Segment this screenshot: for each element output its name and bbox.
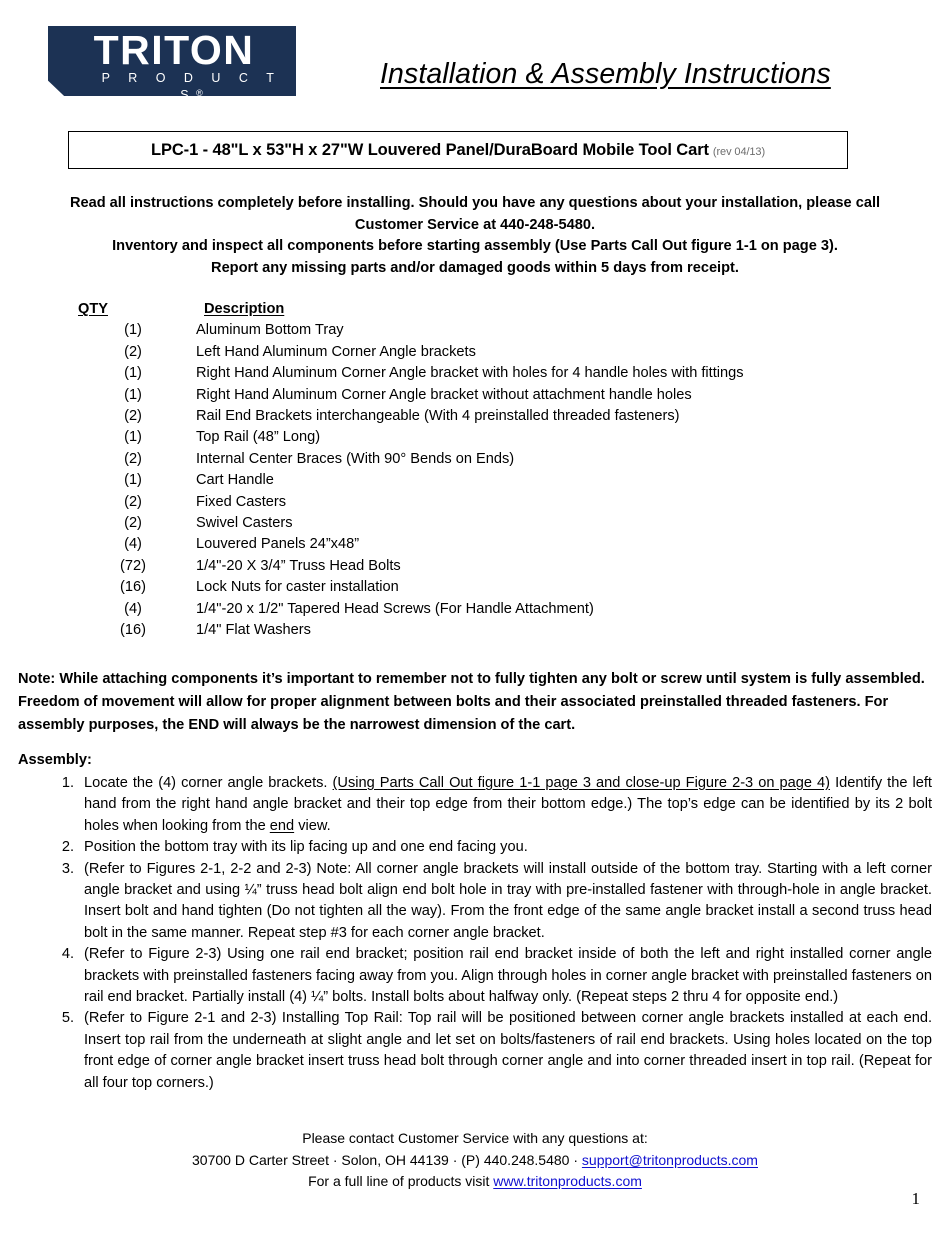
footer-address-text: 30700 D Carter Street · Solon, OH 44139 · (P) 440.248.5480 · (192, 1151, 582, 1168)
assembly-step (18, 859, 932, 945)
assembly-step-text: Position the bottom tray with its lip facing up and one end facing you. (84, 839, 528, 856)
page-header (0, 0, 950, 112)
part-description: Internal Center Braces (With 90° Bends on Ends) (196, 450, 515, 467)
table-row (70, 556, 910, 577)
important-note: Note: While attaching components it’s important to remember not to fully tighten any bolt or screw until system is fully assembled. Freedom of movement will allow for proper alignment between bolts and their associated preinstalled threaded fasteners. For assembly purposes, the END will always be the narrowest dimension of the cart. (18, 671, 925, 733)
part-description: 1/4"-20 x 1/2" Tapered Head Screws (For Handle Attachment) (196, 600, 594, 617)
assembly-step (18, 837, 932, 858)
intro-line-3: Inventory and inspect all components before starting assembly (Use Parts Call Out figure 1-1 on page 3). (112, 238, 838, 254)
part-description: Fixed Casters (196, 493, 287, 510)
part-description: Louvered Panels 24”x48” (196, 536, 360, 553)
part-description: Lock Nuts for caster installation (196, 579, 399, 596)
table-row (70, 385, 910, 406)
table-row (70, 513, 910, 534)
part-description: Cart Handle (196, 472, 274, 489)
part-description: 1/4"-20 X 3/4” Truss Head Bolts (196, 557, 401, 574)
part-qty: (72) (120, 557, 146, 574)
page-number: 1 (911, 1189, 920, 1208)
page-title: Installation & Assembly Instructions (380, 58, 831, 90)
table-row (70, 577, 910, 598)
assembly-section-heading: Assembly: (18, 752, 92, 768)
assembly-step (18, 944, 932, 1008)
product-title (151, 141, 765, 160)
part-qty: (1) (124, 472, 142, 489)
intro-paragraph (42, 193, 908, 279)
table-row (70, 470, 910, 491)
part-qty: (16) (120, 579, 146, 596)
column-header-description: Description (204, 301, 285, 317)
part-description: Right Hand Aluminum Corner Angle bracket with holes for 4 handle holes with fittings (196, 365, 744, 382)
column-header-qty: QTY (78, 301, 108, 317)
part-qty: (1) (124, 365, 142, 382)
registered-trademark-icon: ® (196, 88, 203, 98)
table-row (70, 427, 910, 448)
table-row (70, 449, 910, 470)
table-row (70, 342, 910, 363)
footer-website-line (42, 1171, 908, 1193)
assembly-step-text-a: Locate the (4) corner angle brackets. (84, 775, 333, 791)
part-description: Top Rail (48” Long) (196, 429, 321, 446)
table-row (70, 599, 910, 620)
logo-brand-name: TRITON (93, 27, 255, 73)
assembly-step-emphasis: end (269, 817, 295, 834)
assembly-step-text-b: Identify the left hand from the right hand angle bracket and their top edge from their bottom edge.) The top’s edge can be identified by its 2 bolt holes when looking from the (84, 775, 932, 834)
part-qty: (16) (120, 622, 146, 639)
assembly-step-number: 3. (61, 860, 74, 877)
assembly-step (18, 773, 932, 837)
support-email-link[interactable]: support@tritonproducts.com (581, 1151, 758, 1168)
logo-subtitle (94, 71, 289, 103)
website-link[interactable]: www.tritonproducts.com (493, 1173, 642, 1189)
table-row (70, 406, 910, 427)
part-description: Left Hand Aluminum Corner Angle brackets (196, 343, 476, 360)
assembly-step-reference: (Using Parts Call Out figure 1-1 page 3 and close-up Figure 2-3 on page 4) (332, 775, 831, 791)
assembly-step-number: 4. (61, 946, 74, 963)
intro-line-1: Read all instructions completely before installing. Should you have any questions about your installation, please call (69, 195, 881, 211)
assembly-step-number: 5. (61, 1010, 74, 1027)
part-qty: (1) (124, 322, 142, 339)
part-qty: (1) (124, 429, 142, 446)
assembly-step-number: 1. (61, 775, 74, 791)
assembly-step-text-c: view. (294, 817, 331, 834)
product-title-text: LPC-1 - 48"L x 53"H x 27"W Louvered Panel/DuraBoard Mobile Tool Cart (150, 140, 709, 159)
part-qty: (2) (124, 343, 142, 360)
footer-website-prefix: For a full line of products visit (308, 1173, 494, 1189)
part-qty: (2) (124, 515, 142, 532)
table-row (70, 492, 910, 513)
parts-list-body (70, 320, 910, 641)
assembly-step (18, 1008, 932, 1094)
intro-line-4: Report any missing parts and/or damaged goods within 5 days from receipt. (211, 259, 739, 276)
footer-line-1: Please contact Customer Service with any questions at: (302, 1130, 648, 1146)
part-qty: (4) (124, 536, 142, 553)
table-row (70, 363, 910, 384)
part-description: Rail End Brackets interchangeable (With 4 preinstalled threaded fasteners) (196, 408, 680, 425)
part-description: Right Hand Aluminum Corner Angle bracket without attachment handle holes (196, 386, 692, 403)
logo-subtitle-text: P R O D U C T S (101, 71, 282, 102)
assembly-step-text: (Refer to Figure 2-1 and 2-3) Installing Top Rail: Top rail will be positioned between corner angle brackets installed at each end. Insert top rail from the underneath at slight angle and let set on bolts/fasteners of rail end brackets. Using holes located on the top front edge of corner angle bracket insert truss head bolt through corner angle and into corner threaded insert in top rail. (Repeat for all four top corners.) (84, 1010, 932, 1091)
assembly-step-text: (Refer to Figure 2-3) Using one rail end bracket; position rail end bracket inside of both the left and right installed corner angle brackets with preinstalled fasteners facing away from you. Align through holes in corner angle bracket with preinstalled fasteners on rail end bracket. Partially install (4) ¼” bolts. Install bolts about halfway only. (Repeat steps 2 thru 4 for opposite end.) (84, 946, 932, 1006)
footer-address-line (42, 1150, 908, 1172)
table-row (70, 620, 910, 641)
part-qty: (2) (124, 493, 142, 510)
page-footer (42, 1128, 908, 1193)
part-qty: (2) (124, 408, 142, 425)
intro-line-2: Customer Service at 440-248-5480. (354, 216, 596, 233)
part-description: 1/4" Flat Washers (196, 622, 311, 639)
assembly-step-text (84, 775, 932, 834)
part-qty: (2) (124, 450, 142, 467)
revision-label: (rev 04/13) (712, 145, 766, 158)
parts-list-table (70, 299, 910, 642)
part-qty: (1) (124, 386, 142, 403)
assembly-step-number: 2. (61, 839, 74, 856)
part-qty: (4) (124, 600, 142, 617)
product-title-box (68, 131, 848, 169)
part-description: Aluminum Bottom Tray (196, 322, 344, 339)
table-row (70, 534, 910, 555)
triton-products-logo (48, 26, 296, 102)
part-description: Swivel Casters (196, 515, 293, 532)
assembly-steps-list (18, 773, 932, 1094)
assembly-step-text: (Refer to Figures 2-1, 2-2 and 2-3) Note: All corner angle brackets will install outside of the bottom tray. Starting with a left corner angle bracket and using ¼” truss head bolt align end bolt hole in tray with pre-installed fastener with through-hole in angle bracket. Insert bolt and hand tighten (Do not tighten all the way). From the front edge of the same angle bracket install a second truss head bolt in the same manner. Repeat step #3 for each corner angle bracket. (84, 860, 932, 941)
table-row (70, 320, 910, 341)
parts-list-header-row (70, 299, 910, 320)
